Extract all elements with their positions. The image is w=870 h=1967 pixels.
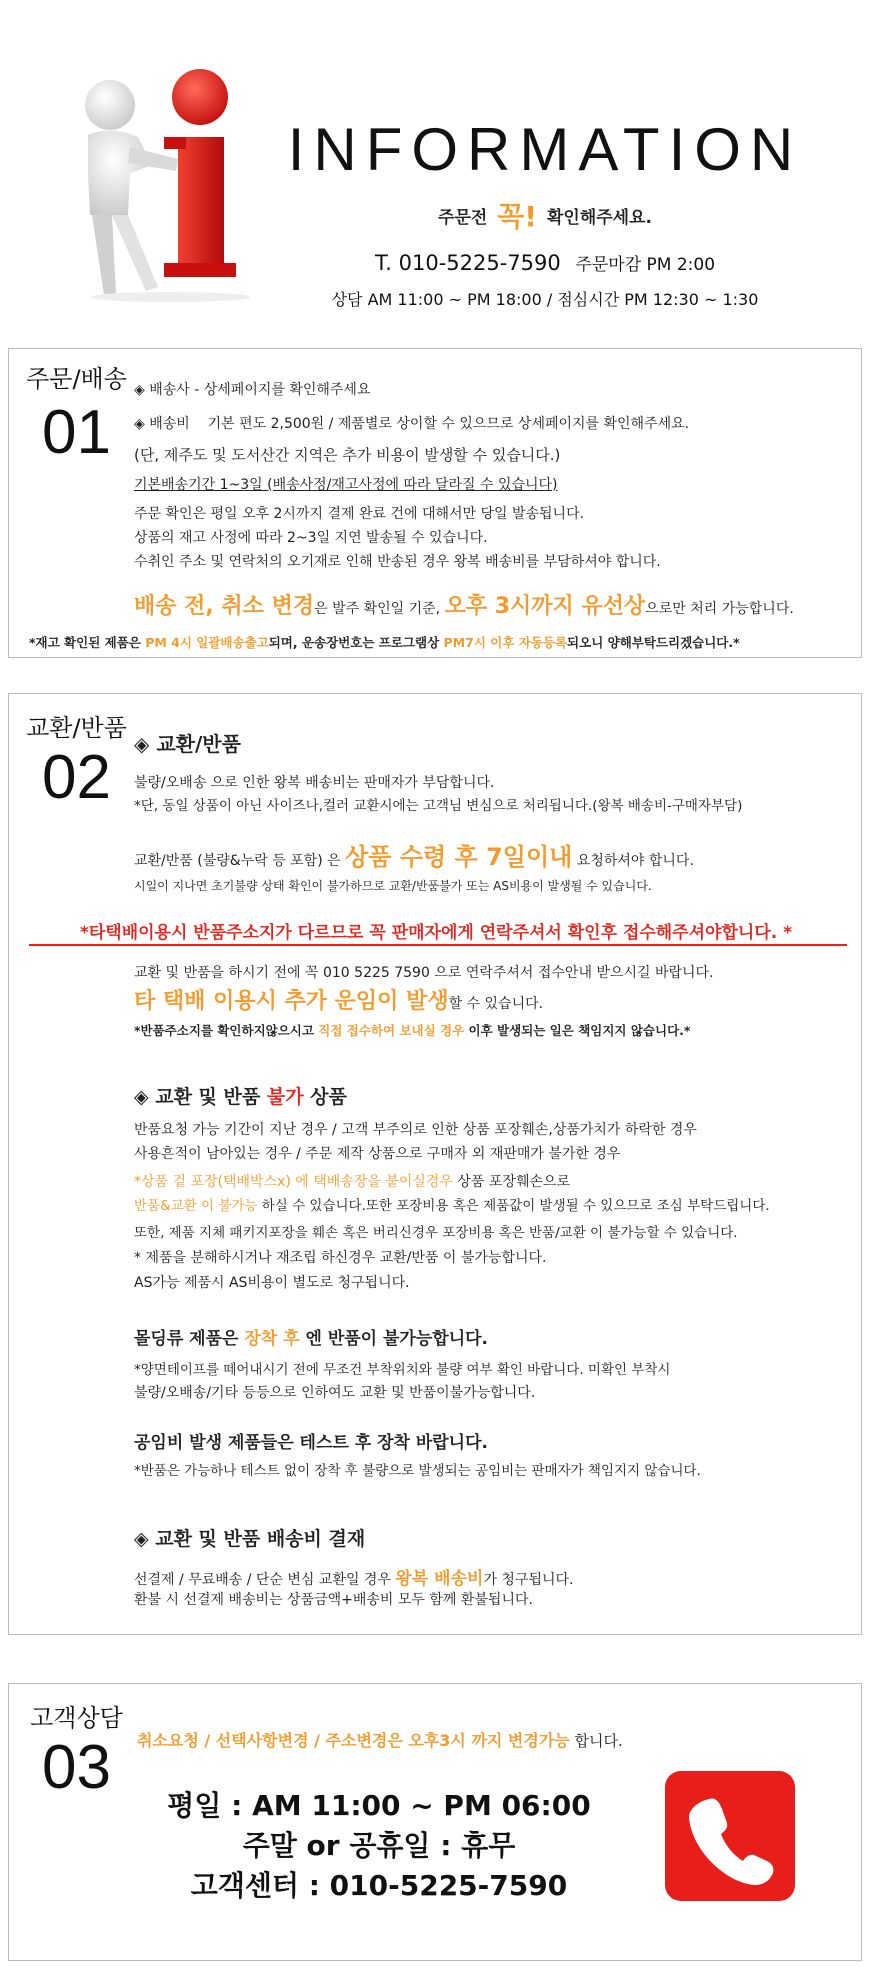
information-mascot-icon — [60, 55, 270, 305]
return-fee-heading: ◈ 교환 및 반품 배송비 결재 — [134, 1528, 366, 1550]
no-exchange-n3 — [134, 1171, 570, 1191]
shipping-note-a: *재고 확인된 제품은 — [29, 635, 146, 650]
no-exchange-n4-b: 하실 수 있습니다.또한 포장비용 혹은 제품값이 발생될 수 있으므로 조심 부탁드립니다. — [257, 1198, 770, 1214]
phone-icon — [665, 1771, 795, 1901]
section-number: 02 — [42, 743, 111, 812]
fee-text: 기본 편도 2,500원 / 제품별로 상이할 수 있으므로 상세페이지를 확인해주세요. — [207, 416, 690, 432]
labor-heading: 공임비 발생 제품들은 테스트 후 장착 바랍니다. — [134, 1433, 488, 1453]
fee-line — [134, 413, 689, 433]
return-fee-f1-highlight: 왕복 배송비 — [395, 1569, 484, 1589]
courier-text: ◈ 배송사 - 상세페이지를 확인해주세요 — [134, 382, 371, 398]
exchange-p4: 시일이 지나면 초기불량 상태 확인이 불가하므로 교환/반품불가 또는 AS비용이 발생될 수 있습니다. — [134, 879, 652, 893]
exchange-p7-b: 이후 발생되는 일은 책임지지 않습니다.* — [464, 1023, 691, 1038]
molding-heading — [134, 1324, 488, 1349]
exchange-p3-highlight: 상품 수령 후 7일이내 — [345, 843, 573, 871]
exchange-p6 — [134, 984, 543, 1015]
shipping-note-c: 되오니 양해부탁드리겠습니다.* — [567, 635, 740, 650]
return-fee-f1 — [134, 1564, 574, 1589]
subtitle-after: 확인해주세요. — [546, 208, 652, 228]
period-text: 기본배송기간 1~3일 (배송사정/재고사정에 따라 달라질 수 있습니다) — [134, 477, 558, 493]
no-exchange-n6: * 제품을 분해하시거나 재조립 하신경우 교환/반품 이 불가능합니다. — [134, 1250, 547, 1266]
section-label: 교환/반품 — [26, 714, 127, 742]
exchange-heading: ◈ 교환/반품 — [134, 732, 241, 756]
delay-text: 상품의 재고 사정에 따라 2~3일 지연 발송될 수 있습니다. — [134, 530, 488, 546]
exchange-p5: 교환 및 반품을 하시기 전에 꼭 010 5225 7590 으로 연락주셔서 접수안내 받으시길 바랍니다. — [134, 965, 714, 981]
cancel-highlight-1: 배송 전, 취소 변경 — [134, 594, 315, 619]
wrong-address-text: 수취인 주소 및 연락처의 오기재로 인해 반송된 경우 왕복 배송비를 부담하셔야 합니다. — [134, 554, 661, 570]
confirm-text: 주문 확인은 평일 오후 2시까지 결제 완료 건에 대해서만 당일 발송됩니다. — [134, 506, 585, 522]
section-number: 03 — [42, 1733, 111, 1802]
other-courier-warning: *타택배이용시 반품주소지가 다르므로 꼭 판매자에게 연락주셔서 확인후 접수해주셔야합니다. * — [79, 923, 793, 943]
exchange-p2: *단, 동일 상품이 아닌 사이즈나,컬러 교환시에는 고객님 변심으로 처리됩니다.(왕복 배송비-구매자부담) — [134, 798, 743, 814]
change-notice-highlight: 취소요청 / 선택사항변경 / 주소변경은 오후3시 까지 변경가능 — [137, 1731, 570, 1750]
molding-heading-highlight: 장착 후 — [244, 1329, 300, 1349]
no-exchange-heading-highlight: 불가 — [266, 1086, 304, 1108]
page-title: INFORMATION — [287, 116, 803, 183]
labor-t1: *반품은 가능하나 테스트 없이 장착 후 불량으로 발생되는 공임비는 판매자가 책임지지 않습니다. — [134, 1463, 701, 1479]
jeju-text: (단, 제주도 및 도서산간 지역은 추가 비용이 발생할 수 있습니다.) — [134, 446, 561, 464]
business-hours: 상담 AM 11:00 ~ PM 18:00 / 점심시간 PM 12:30 ~ 1:30 — [331, 290, 759, 309]
change-notice-b: 합니다. — [569, 1732, 623, 1750]
cancel-end: 으로만 처리 가능합니다. — [645, 601, 794, 617]
exchange-p1: 불량/오배송 으로 인한 왕복 배송비는 판매자가 부담합니다. — [134, 775, 495, 791]
order-cutoff: 주문마감 PM 2:00 — [575, 255, 716, 275]
exchange-p6-highlight: 타 택배 이용시 추가 운임이 발생 — [134, 989, 449, 1014]
exchange-p3-b: 요청하셔야 합니다. — [572, 853, 694, 869]
shipping-note-highlight-1: PM 4시 일괄배송출고 — [145, 635, 269, 650]
return-fee-f1-a: 선결제 / 무료배송 / 단순 변심 교환일 경우 — [134, 1572, 396, 1588]
molding-m2: 불량/오배송/기타 등등으로 인하여도 교환 및 반품이불가능합니다. — [134, 1385, 536, 1401]
exchange-p3 — [134, 837, 694, 872]
no-exchange-n5: 또한, 제품 지체 패키지포장을 훼손 혹은 버리신경우 포장비용 혹은 반품/교환 이 불가능할 수 있습니다. — [134, 1225, 738, 1241]
phone-call-button[interactable] — [665, 1771, 795, 1901]
cancel-highlight-2: 오후 3시까지 유선상 — [444, 594, 646, 619]
section-label: 고객상담 — [30, 1704, 123, 1732]
exchange-p7 — [134, 1021, 690, 1039]
change-notice — [137, 1728, 623, 1751]
no-exchange-heading — [134, 1082, 347, 1109]
exchange-p7-highlight: 직접 접수하여 보내실 경우 — [318, 1023, 465, 1038]
no-exchange-heading-a: ◈ 교환 및 반품 — [134, 1086, 267, 1108]
subtitle — [265, 195, 825, 235]
molding-heading-a: 몰딩류 제품은 — [134, 1329, 245, 1349]
subtitle-highlight: 꼭! — [497, 200, 538, 233]
exchange-p7-a: *반품주소지를 확인하지않으시고 — [134, 1023, 319, 1038]
no-exchange-n2: 사용흔적이 남아있는 경우 / 주문 제작 상품으로 구매자 외 재판매가 불가한 경우 — [134, 1146, 621, 1162]
no-exchange-heading-b: 상품 — [303, 1086, 347, 1108]
section-exchange-return — [8, 693, 862, 1635]
no-exchange-n7: AS가능 제품시 AS비용이 별도로 청구됩니다. — [134, 1275, 410, 1291]
exchange-p3-a: 교환/반품 (불량&누락 등 포함) 은 — [134, 853, 346, 869]
shipping-note — [29, 633, 740, 651]
shipping-note-highlight-2: PM7시 이후 자동등록 — [443, 635, 568, 650]
subtitle-before: 주문전 — [438, 208, 488, 228]
section-label: 주문/배송 — [26, 365, 127, 393]
customer-center-phone[interactable]: 고객센터 : 010-5225-7590 — [190, 1869, 568, 1902]
molding-m1: *양면테이프를 떼어내시기 전에 무조건 부착위치와 불량 여부 확인 바랍니다. 미확인 부착시 — [134, 1362, 671, 1378]
no-exchange-n3-highlight: *상품 겉 포장(택배박스x) 에 택배송장을 붙이실경우 — [134, 1174, 453, 1190]
weekend-hours: 주말 or 공휴일 : 휴무 — [242, 1829, 516, 1862]
info-header — [0, 0, 870, 330]
no-exchange-n3-b: 상품 포장훼손으로 — [452, 1174, 571, 1190]
section-number: 01 — [42, 398, 111, 467]
return-fee-f2: 환불 시 선결제 배송비는 상품금액+배송비 모두 함께 환불됩니다. — [134, 1592, 533, 1608]
section-customer-service — [8, 1683, 862, 1961]
no-exchange-n4 — [134, 1194, 770, 1214]
no-exchange-n4-highlight: 반품&교환 이 불가능 — [134, 1198, 258, 1214]
shipping-note-b: 되며, 운송장번호는 프로그램상 — [268, 635, 444, 650]
weekday-hours: 평일 : AM 11:00 ~ PM 06:00 — [167, 1789, 591, 1822]
fee-label: ◈ 배송비 — [134, 416, 190, 432]
warning-underline — [29, 944, 847, 946]
molding-heading-b: 엔 반품이 불가능합니다. — [299, 1329, 488, 1349]
no-exchange-n1: 반품요청 가능 기간이 지난 경우 / 고객 부주의로 인한 상품 포장훼손,상품가치가 하락한 경우 — [134, 1122, 697, 1138]
cancel-line — [134, 589, 794, 620]
return-fee-f1-b: 가 청구됩니다. — [483, 1572, 574, 1588]
section-order-delivery — [8, 348, 862, 658]
phone-number[interactable]: T. 010-5225-7590 — [374, 251, 561, 275]
cancel-mid: 은 발주 확인일 기준, — [314, 601, 441, 617]
phone-line — [265, 250, 825, 275]
exchange-p6-b: 할 수 있습니다. — [448, 996, 544, 1012]
